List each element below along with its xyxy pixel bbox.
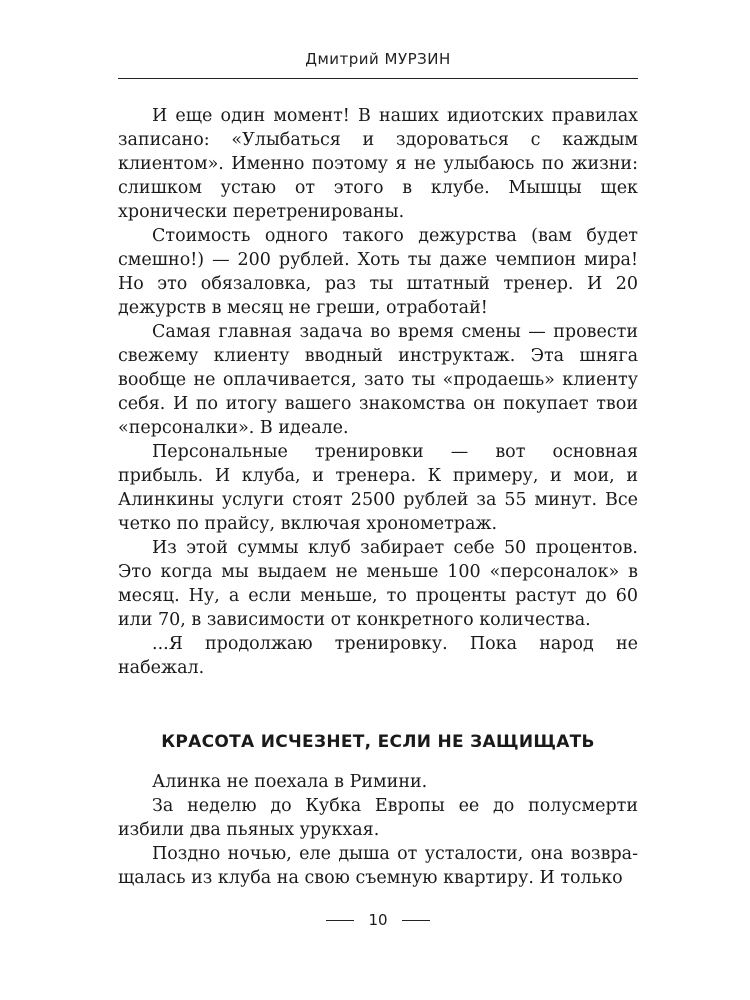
paragraph: ...Я продолжаю тренировку. Пока народ не набежал. (118, 634, 638, 678)
paragraph: Поздно ночью, еле дыша от усталости, она возвращалась из клуба на свою съемную квартиру. И только (118, 844, 638, 888)
paragraph: Стоимость одного такого дежурства (вам будет смешно!) — 200 рублей. Хоть ты даже чемпион мира! Но это обязаловка, раз ты штатный тренер. И 20 дежурств в месяц не греши, отработай! (118, 226, 638, 318)
folio-dash-left (326, 920, 354, 921)
paragraph: Из этой суммы клуб забирает себе 50 процентов. Это когда мы выдаем не меньше 100 «персоналок» в месяц. Ну, а если меньше, то проценты растут до 60 или 70, в зависимости от конкретного количества. (118, 538, 638, 630)
text-block-main (118, 104, 638, 680)
chapter-title: КРАСОТА ИСЧЕЗНЕТ, ЕСЛИ НЕ ЗАЩИЩАТЬ (161, 732, 595, 752)
paragraph: И еще один момент! В наших идиотских правилах записано: «Улыбаться и здороваться с каждым клиентом». Именно поэтому я не улыбаюсь по жизни: слишком устаю от этого в клубе. Мышцы щек хронически перетренированы. (118, 106, 638, 222)
paragraph: Самая главная задача во время смены — провести свежему клиенту вводный инструктаж. Эта шняга вообще не оплачивается, зато ты «продаешь» клиенту себя. И по итогу вашего знакомства он покупает твои «персоналки». В идеале. (118, 322, 638, 438)
paragraph: Алинка не поехала в Римини. (152, 772, 428, 792)
folio-dash-right (402, 920, 430, 921)
page-number: 10 (368, 911, 388, 929)
paragraph: За неделю до Кубка Европы ее до полусмерти избили два пьяных урукхая. (118, 796, 638, 840)
page-folio (118, 911, 638, 929)
paragraph: Персональные тренировки — вот основная прибыль. И клуба, и тренера. К примеру, и мои, и Алинкины услуги стоят 2500 рублей за 55 минут. Все четко по прайсу, включая хронометраж. (118, 442, 638, 534)
header-rule (118, 78, 638, 79)
text-block-chapter (118, 770, 638, 890)
running-head: Дмитрий МУРЗИН (305, 50, 451, 68)
